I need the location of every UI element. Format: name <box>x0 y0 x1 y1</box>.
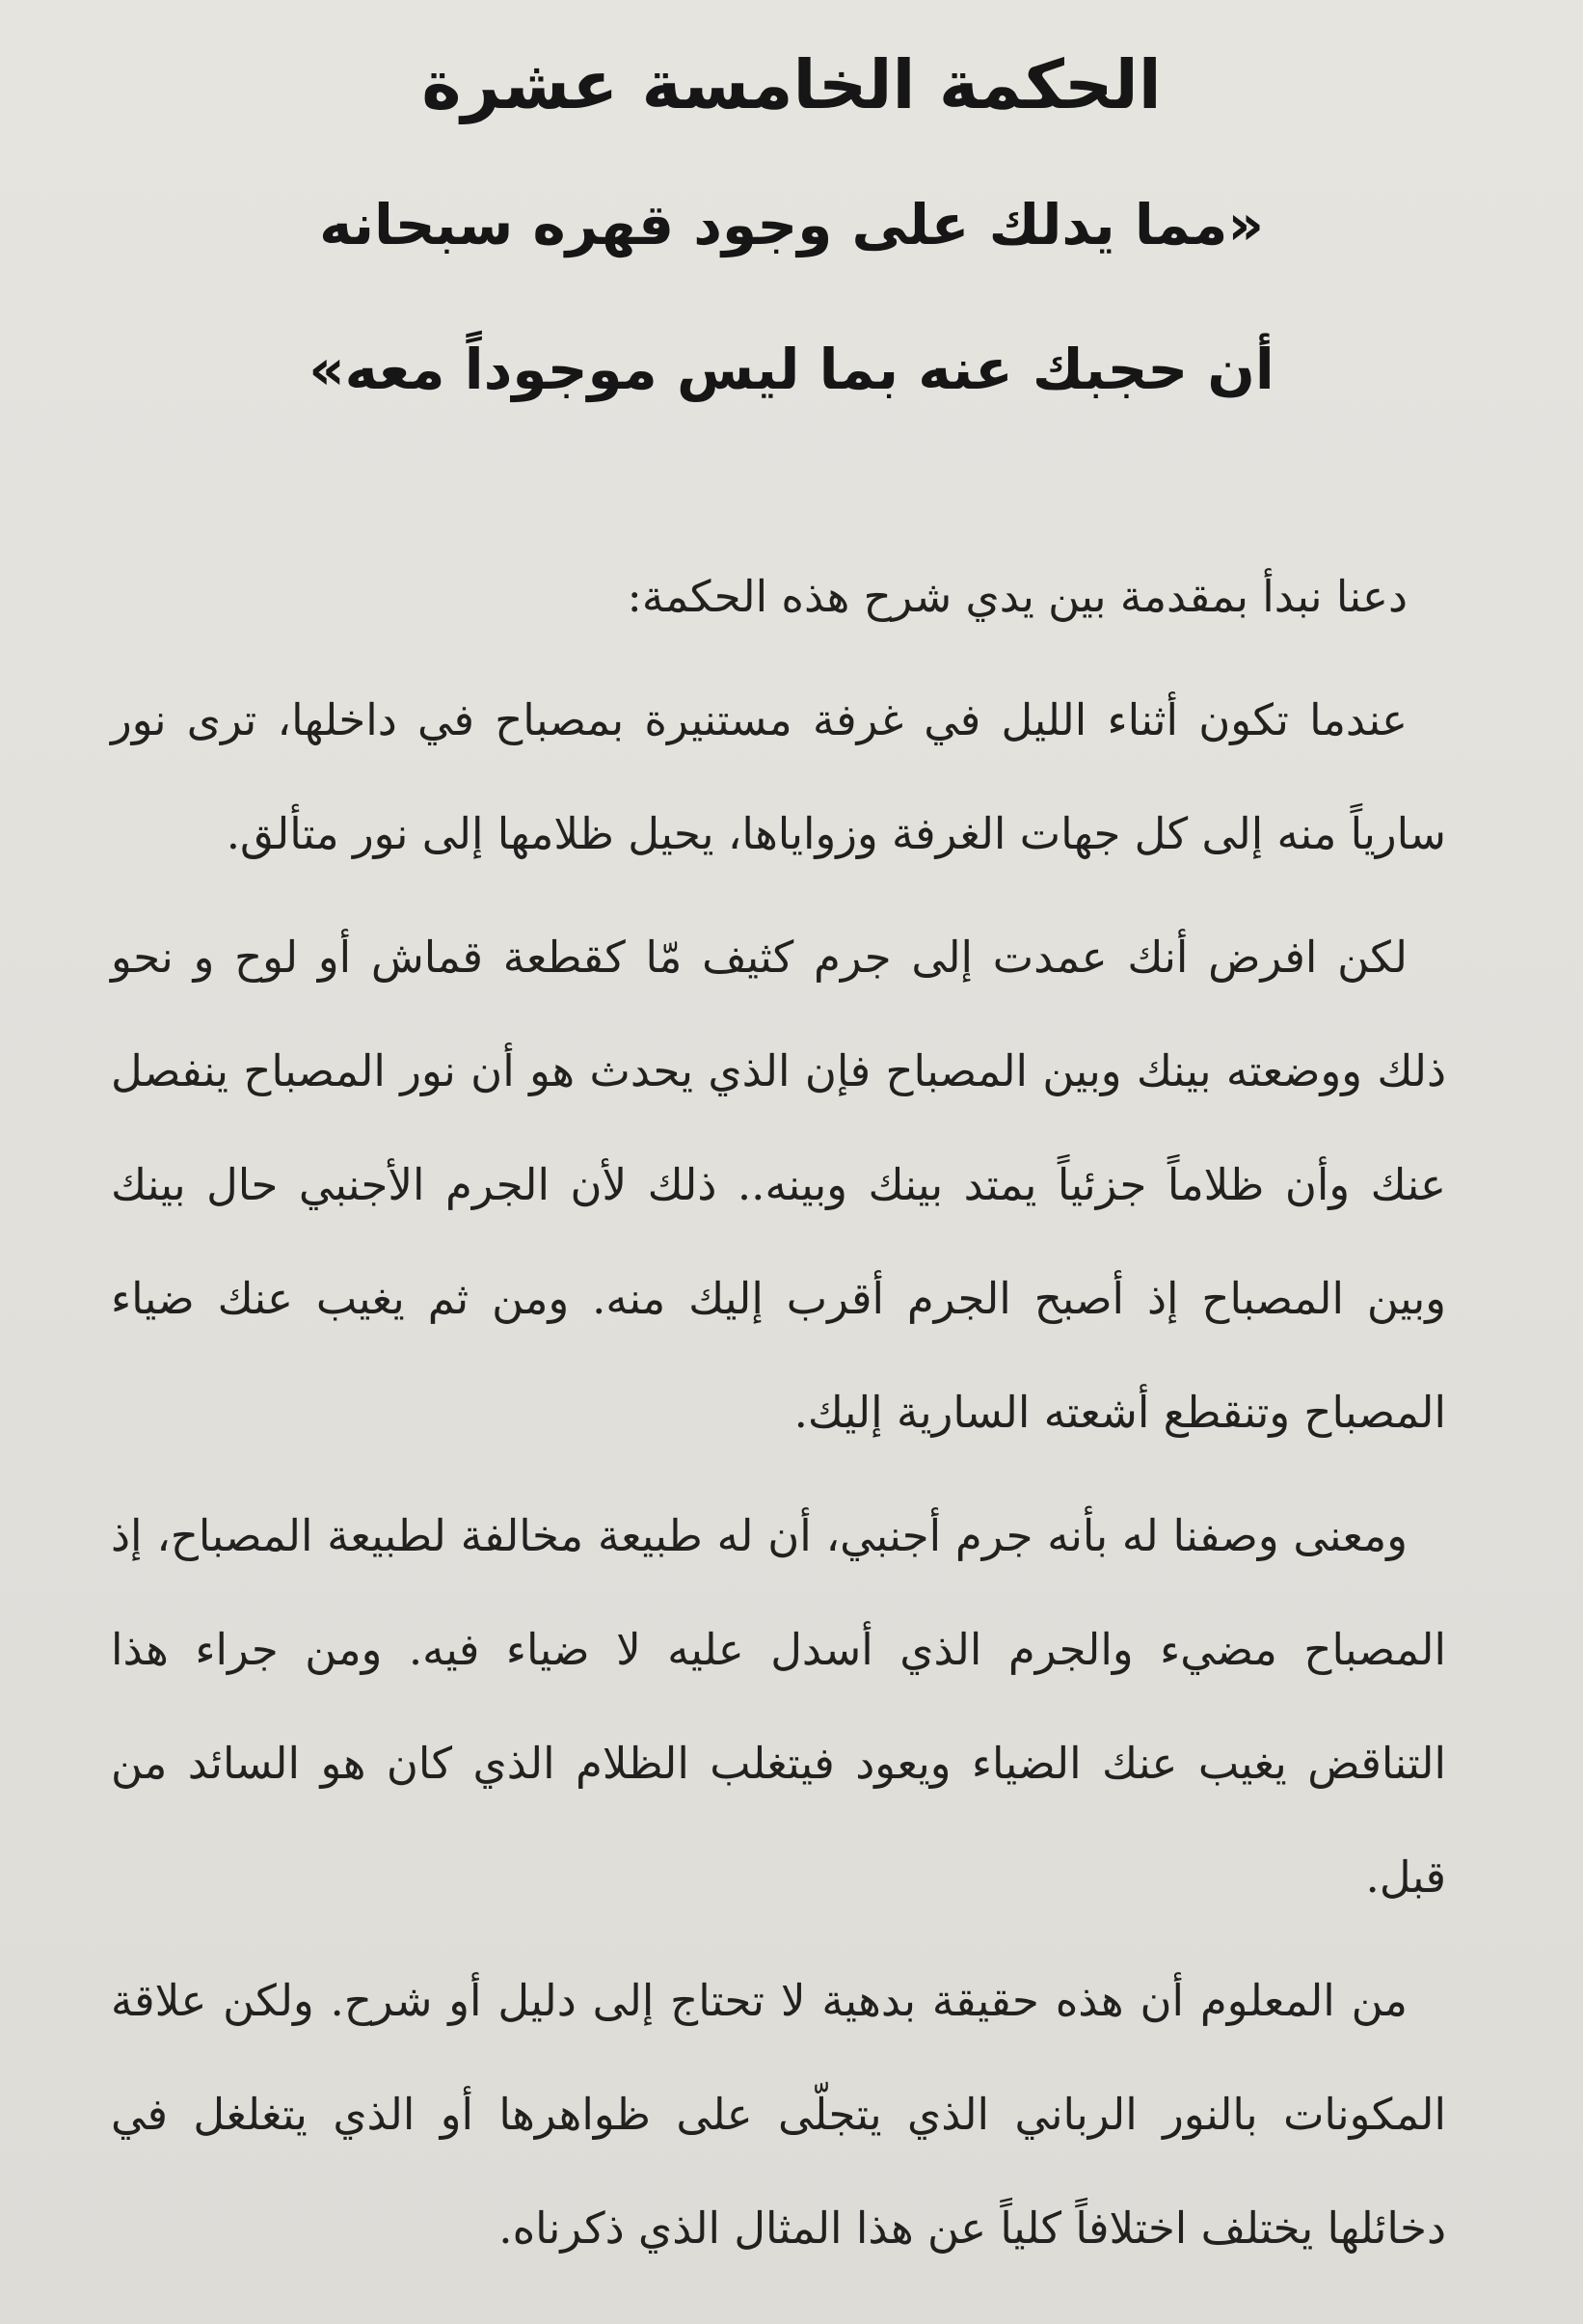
paragraph: من المعلوم أن هذه حقيقة بدهية لا تحتاج إلى دليل أو شرح. ولكن علاقة المكونات بالنور الرباني الذي يتجلّى على ظواهرها أو الذي يتغلغل في دخائلها يختلف اختلافاً كلياً عن هذا المثال الذي ذكرناه. <box>111 1975 1446 2254</box>
subtitle-line-1: «مما يدلك على وجود قهره سبحانه <box>319 192 1264 257</box>
subtitle-line-2: أن حجبك عنه بما ليس موجوداً معه» <box>309 337 1274 402</box>
paragraph-intro: دعنا نبدأ بمقدمة بين يدي شرح هذه الحكمة: <box>627 571 1408 622</box>
paragraph: ومعنى وصفنا له بأنه جرم أجنبي، أن له طبيعة مخالفة لطبيعة المصباح، إذ المصباح مضيء والجرم الذي أسدل عليه لا ضياء فيه. ومن جراء هذا التناقض يغيب عنك الضياء ويعود فيتغلب الظلام الذي كان هو السائد من قبل. <box>111 1510 1446 1903</box>
paragraph: لكن افرض أنك عمدت إلى جرم كثيف مّا كقطعة قماش أو لوح و نحو ذلك ووضعته بينك وبين المصباح فإن الذي يحدث هو أن نور المصباح ينفصل عنك وأن ظلاماً جزئياً يمتد بينك وبينه.. ذلك لأن الجرم الأجنبي حال بينك وبين المصباح إذ أصبح الجرم أقرب إليك منه. ومن ثم يغيب عنك ضياء المصباح وتنقطع أشعته السارية إليك. <box>111 932 1446 1438</box>
body-text <box>111 540 1446 2285</box>
paragraph: عندما تكون أثناء الليل في غرفة مستنيرة بمصباح في داخلها، ترى نور سارياً منه إلى كل جهات الغرفة وزواياها، يحيل ظلامها إلى نور متألق. <box>111 694 1446 859</box>
chapter-title: الحكمة الخامسة عشرة <box>421 45 1162 124</box>
